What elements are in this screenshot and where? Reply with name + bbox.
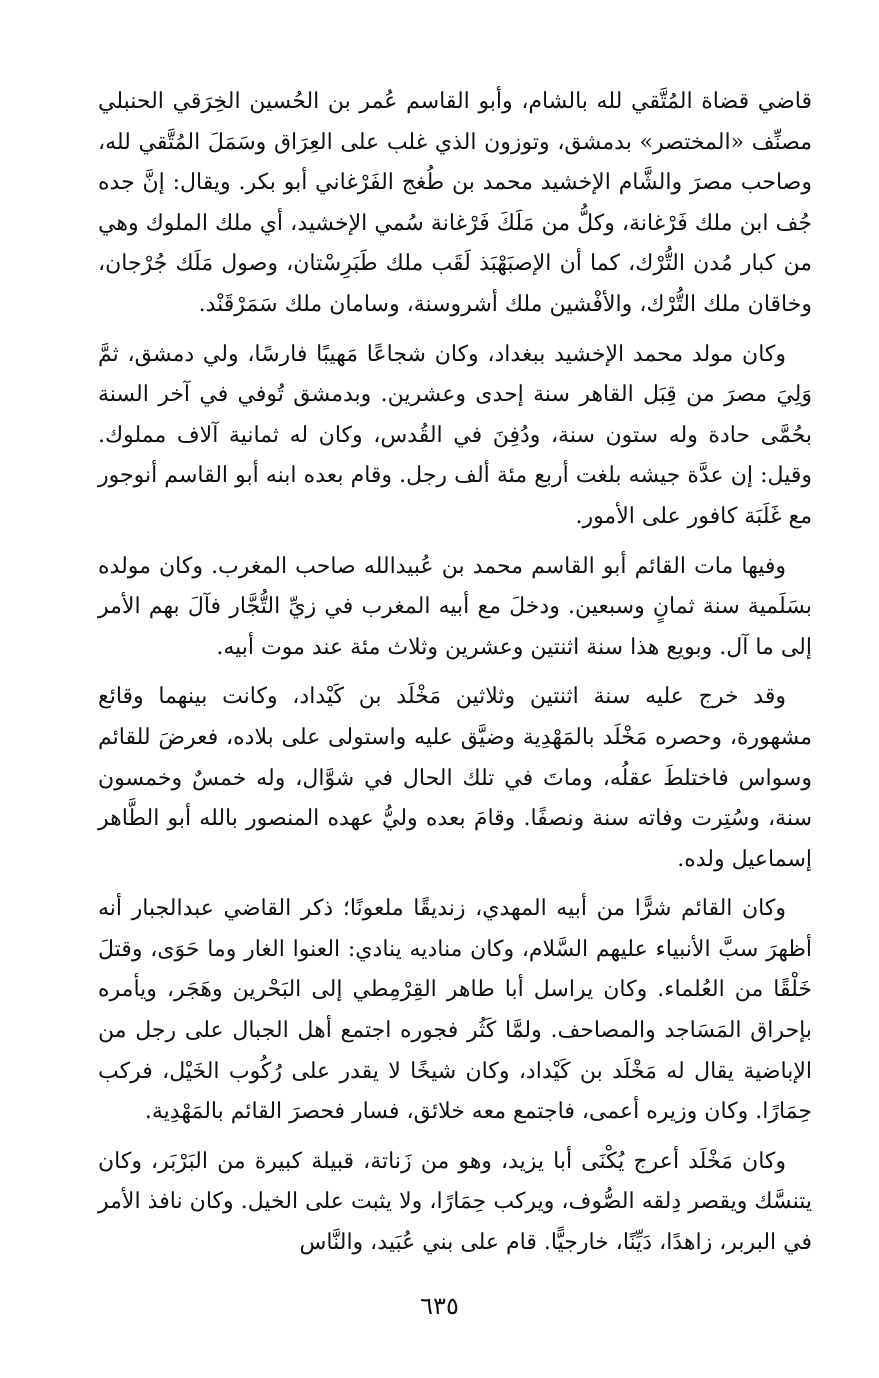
paragraph-2: وكان مولد محمد الإخشيد ببغداد، وكان شجاعًا مَهيبًا فارسًا، ولي دمشق، ثمَّ وَلِيَ مصرَ من قِبَل القاهر سنة إحدى وعشرين. وبدمشق تُوفي في آخر السنة بحُمَّى حادة وله ستون سنة، ودُفِنَ في القُدس، وكان له ثمانية آلاف مملوك. وقيل: إن عدَّة جيشه بلغت أربع مئة ألف رجل. وقام بعده ابنه أبو القاسم أنوجور مع غَلَبَة كافور على الأمور. bbox=[98, 341, 812, 529]
paragraph-5: وكان القائم شرًّا من أبيه المهدي، زنديقًا ملعونًا؛ ذكر القاضي عبدالجبار أنه أظهرَ سبَّ الأنبياء عليهم السَّلام، وكان مناديه ينادي: العنوا الغار وما حَوَى، وقتلَ خَلْقًا من العُلماء. وكان يراسل أبا طاهر القِرْمِطي إلى البَحْرين وهَجَر، ويأمره بإحراق المَسَاجد والمصاحف. ولمَّا كَثُر فجوره اجتمع أهل الجبال على رجل من الإباضية يقال له مَخْلَد بن كَيْداد، وكان شيخًا لا يقدر على رُكُوب الخَيْل، فركب حِمَارًا. وكان وزيره أعمى، فاجتمع معه خلائق، فسار فحصرَ القائم بالمَهْدِية. bbox=[98, 896, 812, 1125]
page-number: ٦٣٥ bbox=[420, 1292, 459, 1320]
paragraph-4: وقد خرج عليه سنة اثنتين وثلاثين مَخْلَد بن كَيْداد، وكانت بينهما وقائع مشهورة، وحصره مَخْلَد بالمَهْدِية وضيَّق عليه واستولى على بلاده، فعرضَ للقائم وسواس فاختلطَ عقلُه، وماتَ في تلك الحال في شوَّال، وله خمسٌ وخمسون سنة، وسُتِرت وفاته سنة ونصفًا. وقامَ بعده وليُّ عهده المنصور بالله أبو الطَّاهر إسماعيل ولده. bbox=[98, 684, 812, 872]
paragraph-3: وفيها مات القائم أبو القاسم محمد بن عُبيدالله صاحب المغرب. وكان مولده بسَلَمية سنة ثمانٍ وسبعين. ودخلَ مع أبيه المغرب في زيِّ التُّجَّار فآلَ بهم الأمر إلى ما آل. وبويع هذا سنة اثنتين وعشرين وثلاث مئة عند موت أبيه. bbox=[98, 553, 812, 660]
paragraph-1: قاضي قضاة المُتَّقي لله بالشام، وأبو القاسم عُمر بن الحُسين الخِرَقي الحنبلي مصنِّف «المختصر» بدمشق، وتوزون الذي غلب على العِرَاق وسَمَلَ المُتَّقي لله، وصاحب مصرَ والشَّام الإخشيد محمد بن طُغج الفَرْغاني أبو بكر. ويقال: إنَّ جده جُف ابن ملك فَرْغانة، وكلُّ من مَلَكَ فَرْغانة سُمي الإخشيد، أي ملك الملوك وهي من كبار مُدن التُّرْك، كما أن الإصبَهْبَذ لَقَب ملك طَبَرِسْتان، وصول مَلَك جُرْجان، وخاقان ملك التُّرْك، والأفْشين ملك أشروسنة، وسامان ملك سَمَرْقَنْد. bbox=[98, 89, 812, 317]
paragraph-6: وكان مَخْلَد أعرج يُكْنَى أبا يزيد، وهو من زَناتة، قبيلة كبيرة من البَرْبَر، وكان يتنسَّك ويقصر دِلقه الصُّوف، ويركب حِمَارًا، ولا يثبت على الخيل. وكان نافذ الأمر في البربر، زاهدًا، دَيِّنًا، خارجيًّا. قام على بني عُبَيد، والنَّاس bbox=[98, 1148, 812, 1256]
document-page bbox=[98, 82, 812, 1262]
